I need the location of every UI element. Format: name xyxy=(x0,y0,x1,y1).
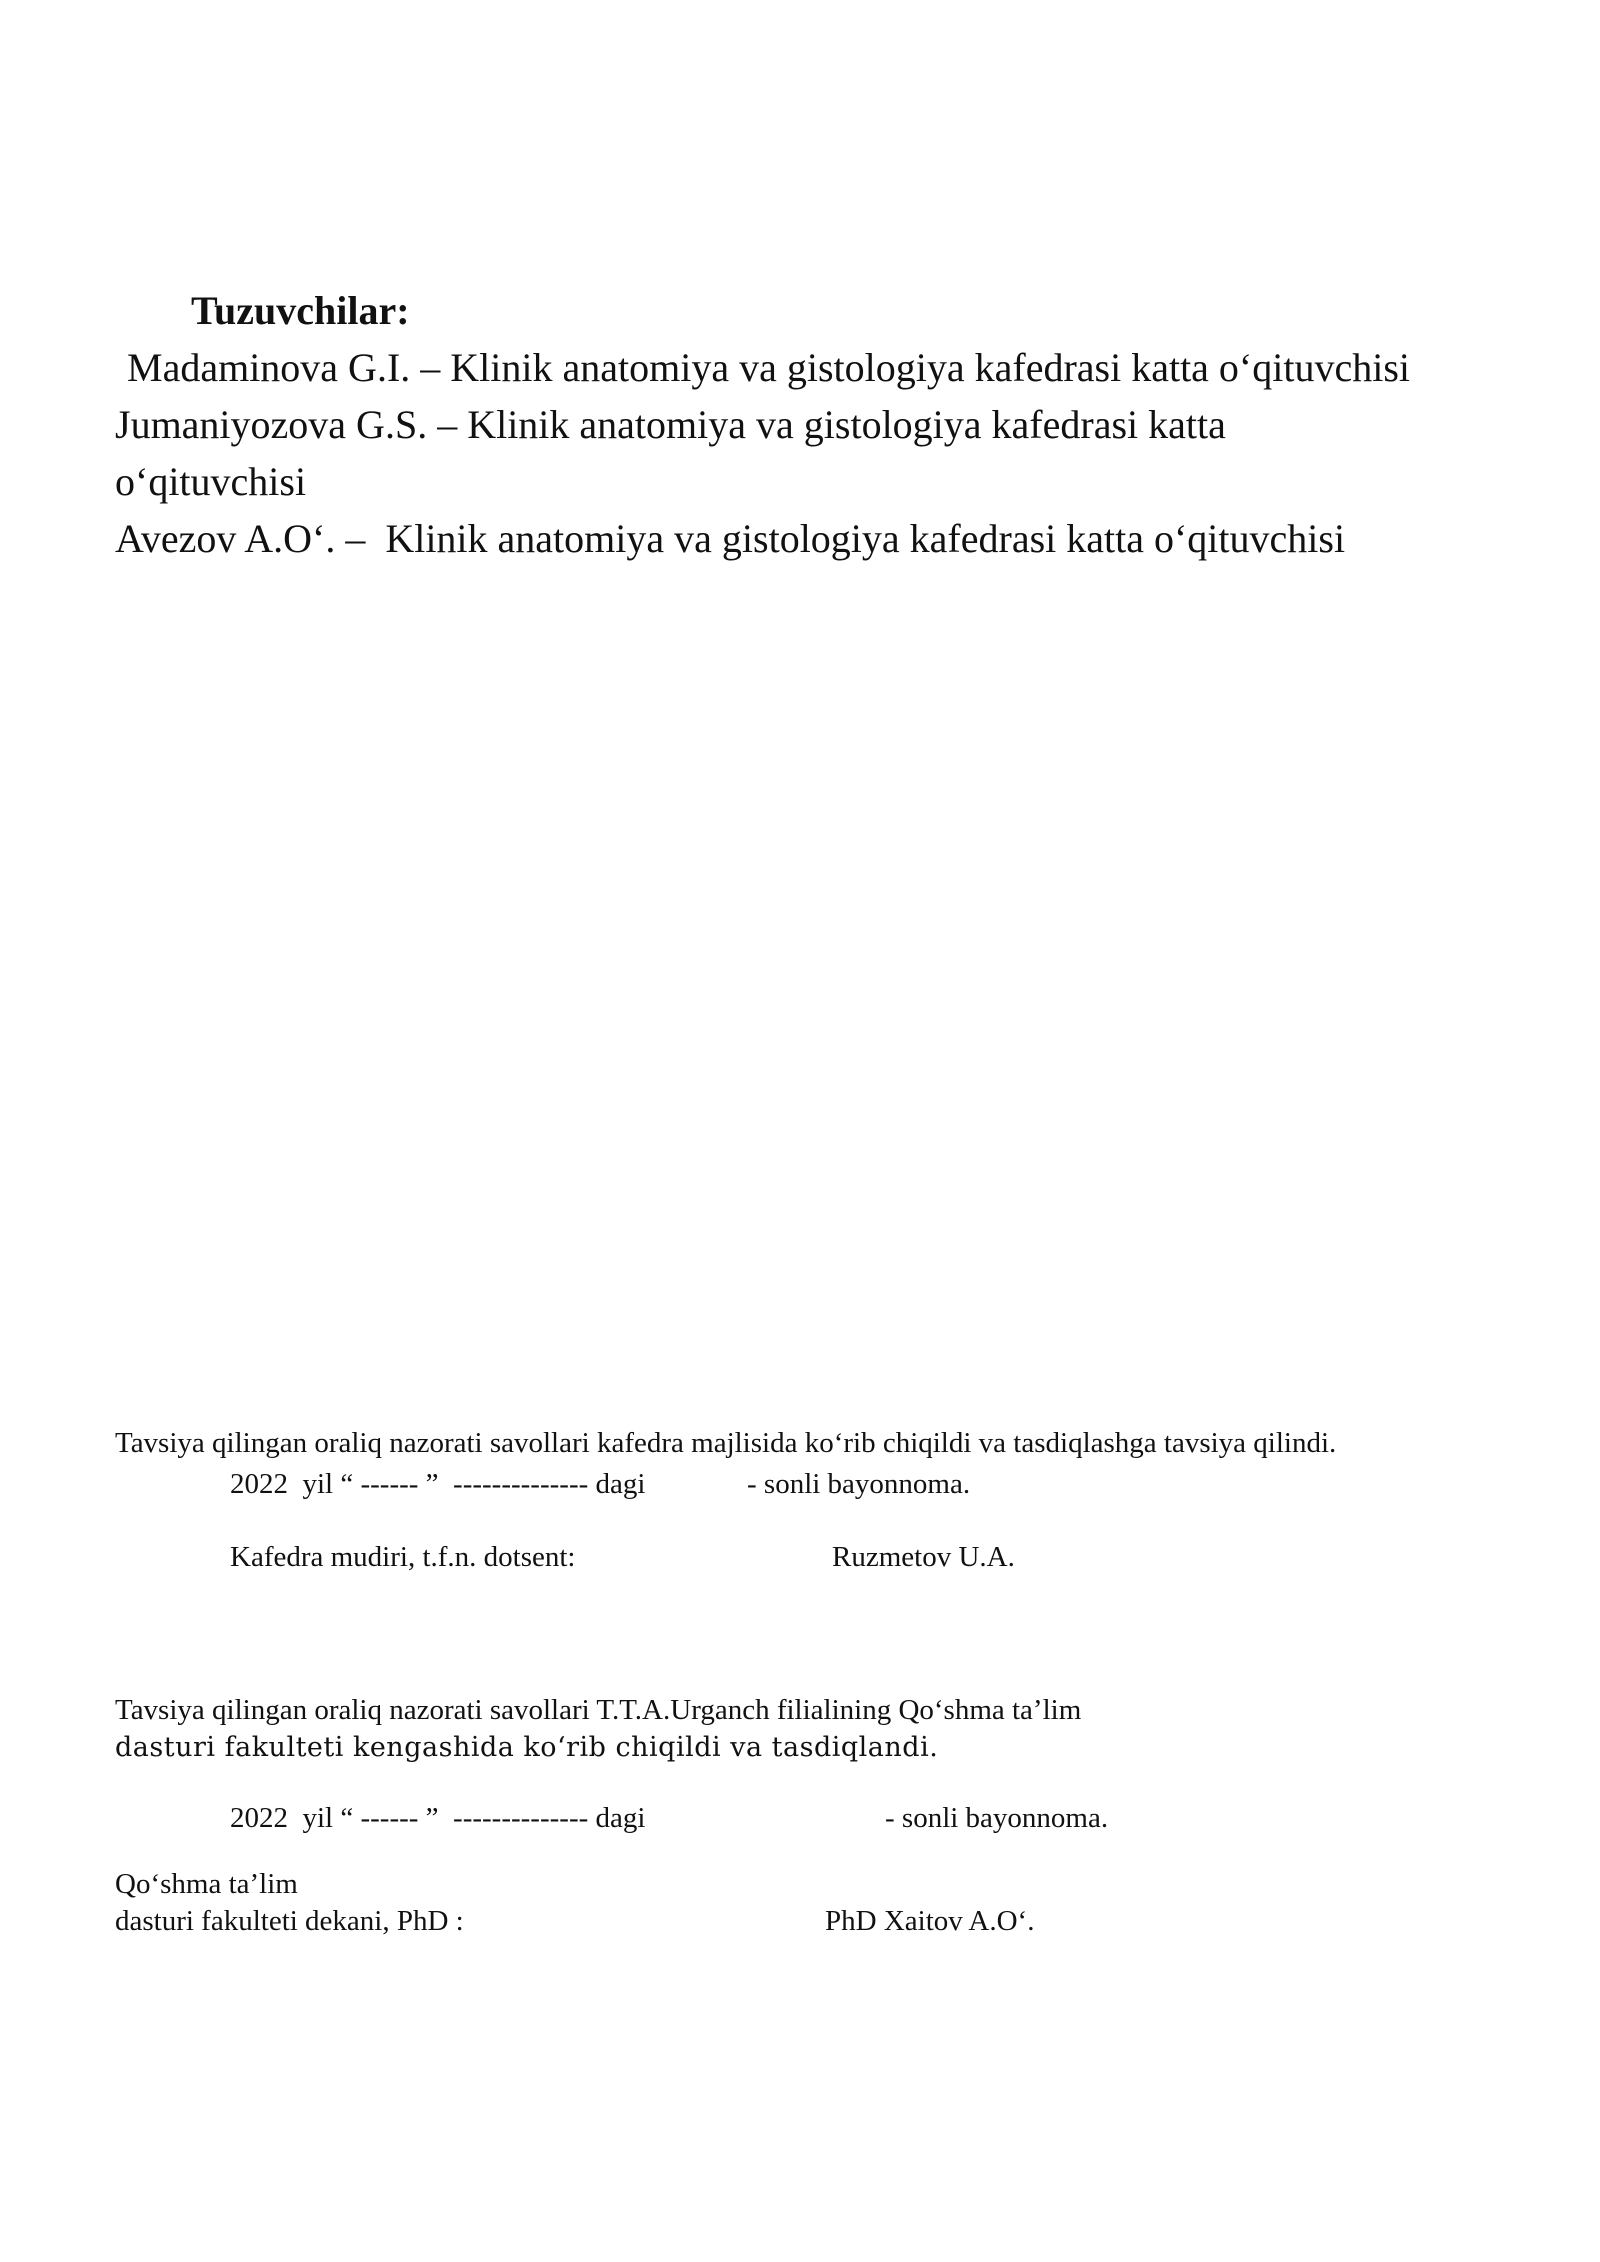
authors-heading: Tuzuvchilar: xyxy=(191,288,410,333)
department-protocol-suffix: - sonli bayonnoma. xyxy=(747,1468,971,1500)
author-line-jumaniyozova: Jumaniyozova G.S. – Klinik anatomiya va gistologiya kafedrasi katta o‘qituvchisi xyxy=(115,402,1226,504)
authors-section xyxy=(115,282,1535,567)
department-approval-section xyxy=(115,1425,1336,1579)
faculty-approval-statement-line1: Tavsiya qilingan oraliq nazorati savollari T.T.A.Urganch filialining Qo‘shma ta’lim xyxy=(115,1694,1082,1726)
faculty-protocol-suffix: - sonli bayonnoma. xyxy=(885,1802,1109,1834)
department-protocol-row xyxy=(115,1466,1336,1506)
department-signer-name: Ruzmetov U.A. xyxy=(832,1541,1015,1573)
faculty-signer-name: PhD Xaitov A.O‘. xyxy=(825,1905,1035,1937)
department-approval-statement: Tavsiya qilingan oraliq nazorati savollari kafedra majlisida ko‘rib chiqildi va tasdiqlashga tavsiya qilindi. xyxy=(115,1427,1337,1459)
faculty-approval-section xyxy=(115,1692,1109,1943)
department-protocol-date: 2022 yil “ ------ ” -------------- dagi xyxy=(230,1468,646,1500)
department-signer-title: Kafedra mudiri, t.f.n. dotsent: xyxy=(230,1541,576,1573)
faculty-protocol-row xyxy=(115,1800,1109,1840)
faculty-signer-title-line2: dasturi fakulteti dekani, PhD : xyxy=(115,1905,464,1937)
department-signer-row xyxy=(115,1539,1336,1579)
faculty-approval-statement-line2: dasturi fakulteti kengashida ko‘rib chiqildi va tasdiqlandi. xyxy=(115,1732,939,1763)
faculty-signer-title-line1: Qo‘shma ta’lim xyxy=(115,1868,298,1900)
faculty-protocol-date: 2022 yil “ ------ ” -------------- dagi xyxy=(230,1802,646,1834)
author-line-madaminova: Madaminova G.I. – Klinik anatomiya va gistologiya kafedrasi katta o‘qituvchisi xyxy=(127,345,1411,390)
author-line-avezov: Avezov A.O‘. – Klinik anatomiya va gistologiya kafedrasi katta o‘qituvchisi xyxy=(115,516,1346,561)
faculty-signer-row xyxy=(115,1903,1081,1943)
